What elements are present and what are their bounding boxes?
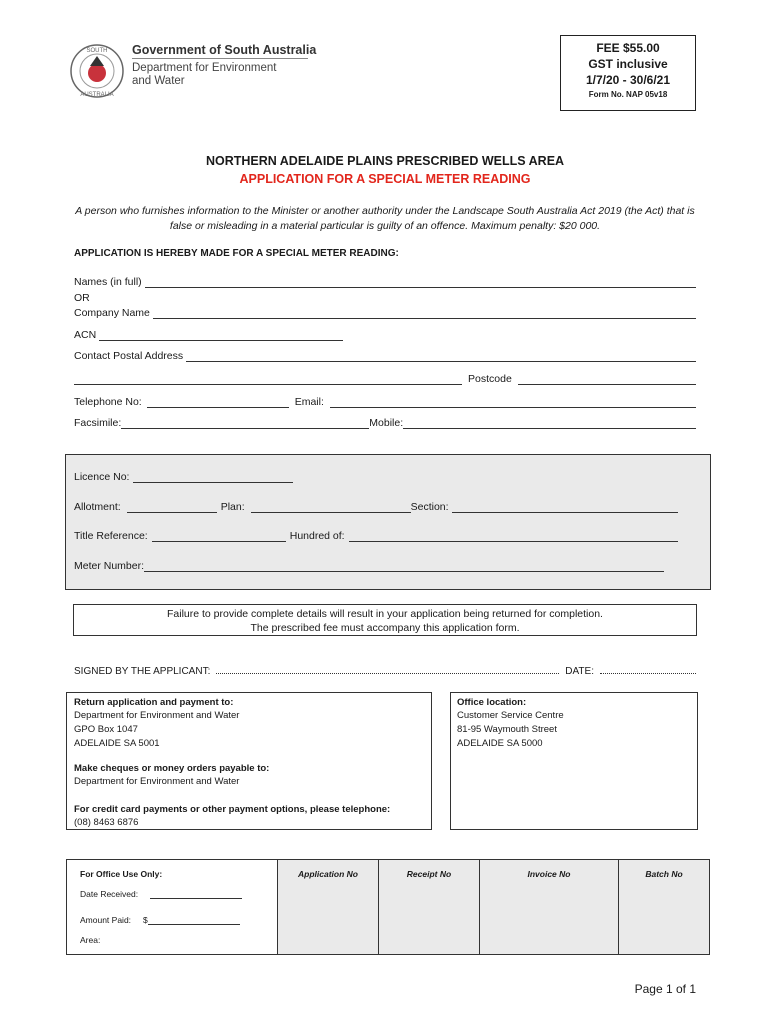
plan-field[interactable] — [251, 501, 411, 513]
amount-paid-label: Amount Paid: — [80, 915, 132, 925]
email-label: Email: — [294, 396, 324, 408]
names-field[interactable] — [145, 276, 696, 288]
email-field[interactable] — [330, 396, 696, 408]
allotment-label: Allotment: — [74, 501, 121, 513]
return-line2: GPO Box 1047 — [74, 724, 138, 735]
mobile-field[interactable] — [403, 417, 696, 429]
acn-row — [74, 329, 343, 341]
return-line3: ADELAIDE SA 5001 — [74, 738, 160, 749]
application-no-cell — [278, 860, 379, 954]
licence-label: Licence No: — [74, 471, 130, 483]
form-subtitle: APPLICATION FOR A SPECIAL METER READING — [239, 172, 531, 186]
gst-label: GST inclusive — [588, 57, 668, 71]
date-received-row — [80, 889, 250, 899]
meter-label: Meter Number: — [74, 560, 145, 572]
telephone-label: Telephone No: — [74, 396, 142, 408]
postal-row — [74, 350, 696, 362]
return-heading: Return application and payment to: — [74, 697, 234, 708]
postcode-field[interactable] — [518, 373, 696, 385]
postcode-row — [74, 373, 696, 385]
company-field[interactable] — [153, 307, 696, 319]
title-ref-label: Title Reference: — [74, 530, 148, 542]
fee-amount: FEE $55.00 — [596, 41, 660, 55]
cheque-payee: Department for Environment and Water — [74, 776, 240, 787]
fee-box — [560, 35, 696, 111]
page-number: Page 1 of 1 — [634, 982, 696, 996]
receipt-no-header: Receipt No — [406, 869, 452, 879]
office-use-table — [66, 859, 710, 955]
fee-period: 1/7/20 - 30/6/21 — [585, 73, 671, 87]
plan-label: Plan: — [220, 501, 245, 513]
hundred-label: Hundred of: — [289, 530, 345, 542]
application-heading: APPLICATION IS HEREBY MADE FOR A SPECIAL METER READING: — [74, 248, 399, 259]
amount-paid-row — [80, 915, 250, 925]
office-line1: Customer Service Centre — [457, 710, 564, 721]
fax-row — [74, 417, 696, 429]
company-row — [74, 307, 696, 319]
allotment-field[interactable] — [127, 501, 217, 513]
licence-field[interactable] — [133, 471, 293, 483]
or-label: OR — [74, 292, 90, 304]
acn-field[interactable] — [99, 329, 343, 341]
svg-text:SOUTH: SOUTH — [86, 48, 108, 54]
title-ref-row — [74, 530, 678, 542]
credit-heading: For credit card payments or other payment options, please telephone: — [74, 804, 391, 815]
hundred-field[interactable] — [349, 530, 678, 542]
sa-government-logo — [68, 42, 126, 100]
org-divider — [132, 58, 308, 59]
names-label: Names (in full) — [74, 276, 142, 288]
receipt-no-cell — [379, 860, 480, 954]
postcode-label: Postcode — [468, 373, 512, 385]
cheque-heading: Make cheques or money orders payable to: — [74, 763, 270, 774]
signature-field[interactable] — [216, 666, 559, 674]
form-title: NORTHERN ADELAIDE PLAINS PRESCRIBED WELLS AREA — [205, 154, 565, 168]
meter-row — [74, 560, 664, 572]
office-line2: 81-95 Waymouth Street — [457, 724, 557, 735]
invoice-no-header: Invoice No — [527, 869, 571, 879]
postal-field-line2[interactable] — [74, 373, 462, 385]
dept-name-line2: and Water — [132, 75, 185, 87]
office-use-heading: For Office Use Only: — [80, 869, 163, 879]
invoice-no-cell — [480, 860, 619, 954]
section-field[interactable] — [452, 501, 678, 513]
offence-warning: A person who furnishes information to the Minister or another authority under the Landscape South Australia Act 2019 (the Act) that is false or misleading in a material particular is guilty of an offence. Maximum penalty: $20 000. — [75, 205, 695, 232]
date-field[interactable] — [600, 666, 696, 674]
licence-row — [74, 471, 293, 483]
batch-no-header: Batch No — [645, 869, 683, 879]
office-line3: ADELAIDE SA 5000 — [457, 738, 543, 749]
area-label: Area: — [80, 935, 101, 945]
office-use-left — [67, 860, 278, 954]
dollar-sign: $ — [143, 915, 148, 925]
dept-name-line1: Department for Environment — [132, 62, 277, 74]
names-row — [74, 276, 696, 288]
signature-row — [74, 666, 696, 677]
notice-line2: The prescribed fee must accompany this application form. — [250, 622, 520, 634]
meter-field[interactable] — [144, 560, 664, 572]
facsimile-label: Facsimile: — [74, 417, 122, 429]
company-label: Company Name — [74, 307, 150, 319]
org-name: Government of South Australia — [132, 43, 317, 57]
credit-phone: (08) 8463 6876 — [74, 817, 139, 828]
return-line1: Department for Environment and Water — [74, 710, 240, 721]
application-no-header: Application No — [298, 869, 358, 879]
notice-box — [73, 604, 697, 636]
form-number: Form No. NAP 05v18 — [588, 90, 668, 99]
date-received-field[interactable] — [150, 889, 242, 899]
office-heading: Office location: — [457, 697, 527, 708]
facsimile-field[interactable] — [121, 417, 369, 429]
notice-line1: Failure to provide complete details will result in your application being returned for completion. — [167, 608, 603, 620]
amount-paid-field[interactable] — [148, 915, 240, 925]
phone-row — [74, 396, 696, 408]
signed-label: SIGNED BY THE APPLICANT: — [74, 666, 211, 677]
allotment-row — [74, 501, 678, 513]
title-ref-field[interactable] — [152, 530, 286, 542]
date-received-label: Date Received: — [80, 889, 139, 899]
date-label: DATE: — [565, 666, 594, 677]
batch-no-cell — [619, 860, 709, 954]
svg-text:AUSTRALIA: AUSTRALIA — [80, 92, 114, 98]
section-label: Section: — [410, 501, 449, 513]
telephone-field[interactable] — [147, 396, 289, 408]
mobile-label: Mobile: — [369, 417, 404, 429]
acn-label: ACN — [74, 329, 97, 341]
postal-label: Contact Postal Address — [74, 350, 184, 362]
postal-field[interactable] — [186, 350, 696, 362]
